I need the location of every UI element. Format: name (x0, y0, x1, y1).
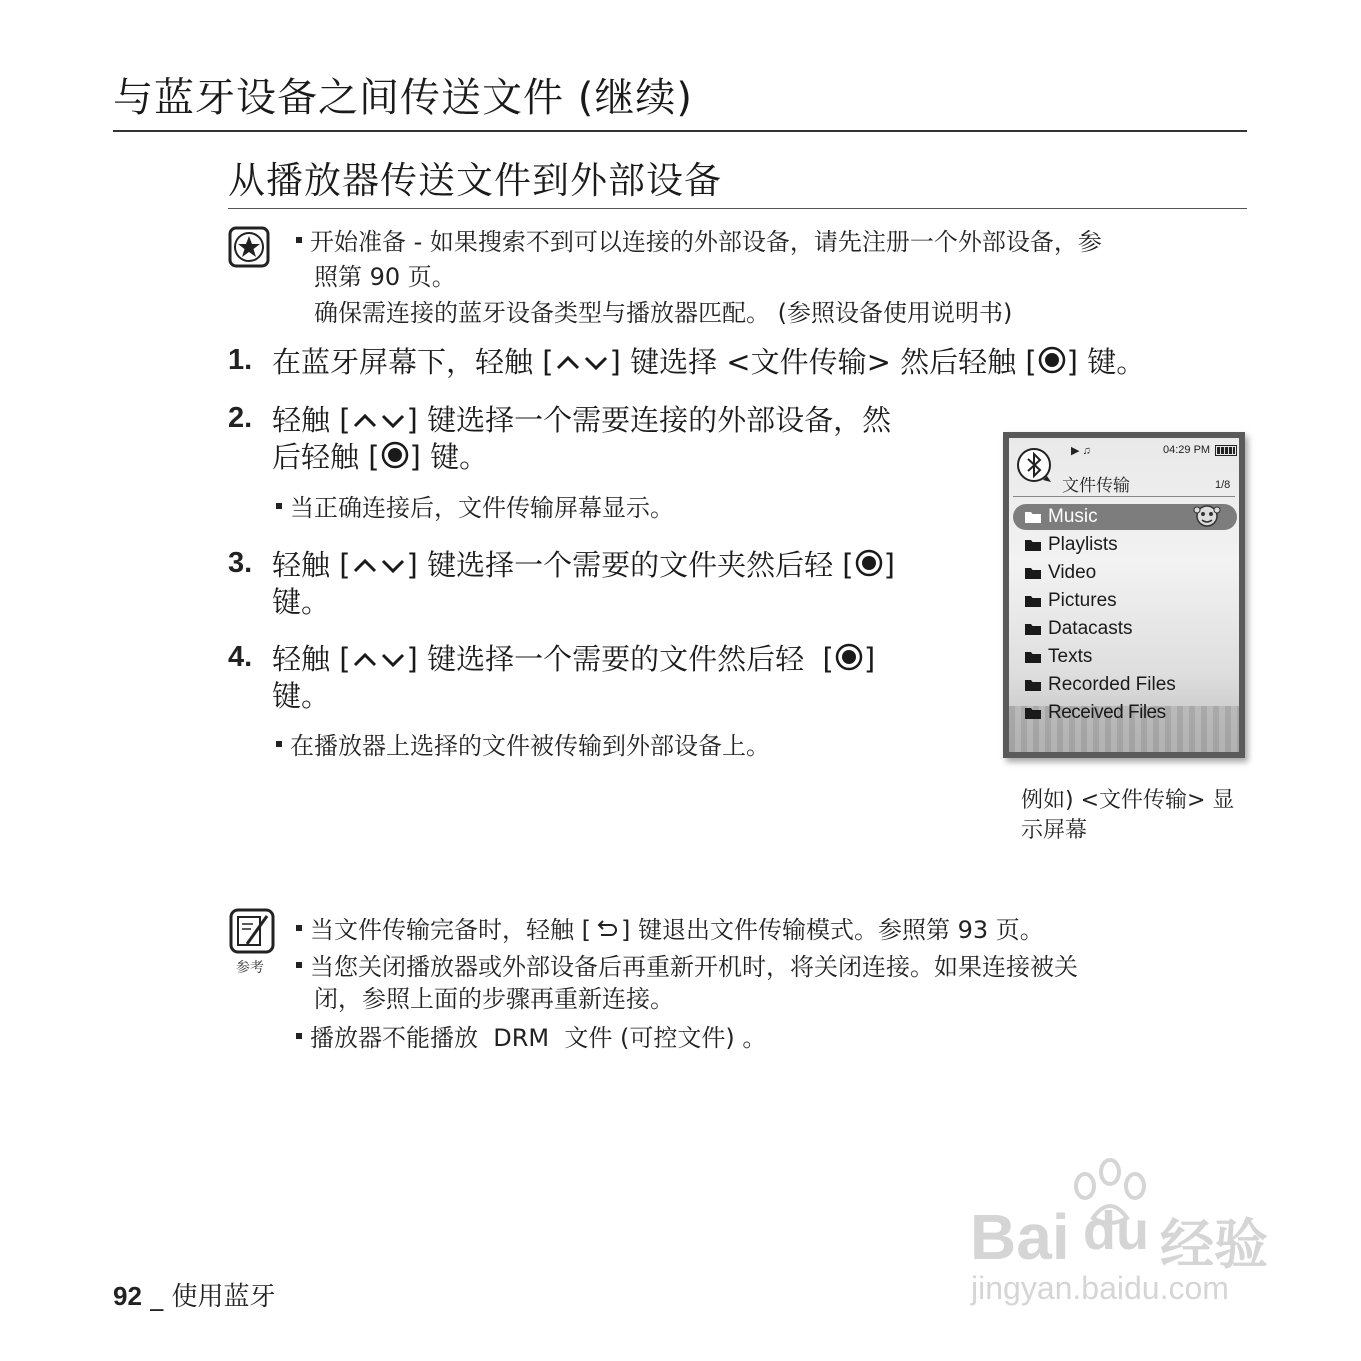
device-screenshot (1003, 432, 1245, 758)
step-number: 4. (228, 641, 253, 673)
step-3-text-b: ] 键选择一个需要的文件夹然后轻 [ (406, 548, 854, 582)
step-2-line1 (272, 401, 891, 441)
step-2-sub (276, 491, 674, 525)
bluetooth-icon (1015, 446, 1053, 484)
note-1-text-b: ] 键退出文件传输模式。参照第 93 页。 (621, 916, 1044, 944)
step-2-text-c: 后轻触 [ (272, 440, 380, 474)
figure-caption-line1: 例如) <文件传输> 显 (1021, 788, 1235, 813)
step-4-line1 (272, 640, 875, 681)
page-number: 92 (113, 1281, 142, 1311)
status-icons: ▶ ♫ (1071, 445, 1091, 457)
note-caption: 参考 (236, 960, 264, 976)
menu-item-label: Datacasts (1048, 618, 1133, 639)
select-button-icon (380, 440, 410, 479)
note-3 (296, 1021, 766, 1055)
prep-note-text1: 开始准备 - 如果搜索不到可以连接的外部设备，请先注册一个外部设备，参 (310, 228, 1102, 256)
watermark-brand-jingyan: 经验 (1160, 1215, 1268, 1275)
footer-section: _ 使用蓝牙 (150, 1282, 276, 1312)
watermark-brand: Bai (970, 1201, 1070, 1273)
up-down-icon (554, 345, 610, 383)
step-2-sub-text: 当正确连接后，文件传输屏幕显示。 (290, 494, 674, 522)
step-2-line2 (272, 438, 488, 479)
page-footer (113, 1276, 275, 1313)
step-1-text-a: 在蓝牙屏幕下，轻触 [ (272, 345, 554, 379)
step-4-sub (276, 729, 770, 763)
select-button-icon (1037, 345, 1067, 384)
prep-note-line2: 照第 90 页。 (314, 263, 456, 291)
up-down-icon (351, 642, 407, 680)
select-button-icon (834, 642, 864, 681)
step-number: 2. (228, 402, 253, 434)
mascot-icon (1191, 502, 1223, 532)
header-divider (113, 130, 1247, 132)
star-icon (228, 226, 270, 268)
page-title: 与蓝牙设备之间传送文件 (继续) (113, 75, 693, 121)
back-icon (591, 914, 621, 948)
menu-item-received-files[interactable] (1025, 700, 1166, 726)
menu-item-playlists[interactable] (1025, 532, 1118, 558)
menu-item-music[interactable] (1025, 504, 1098, 530)
select-button-icon (854, 548, 884, 587)
step-number: 1. (228, 344, 253, 376)
step-2-text-b: ] 键选择一个需要连接的外部设备，然 (406, 403, 892, 437)
menu-item-label: Received Files (1048, 702, 1166, 723)
note-icon (229, 908, 275, 954)
folder-icon (1025, 623, 1041, 635)
folder-icon (1025, 707, 1041, 719)
step-1 (272, 343, 1145, 384)
note-3-text: 播放器不能播放 DRM 文件 (可控文件) 。 (310, 1024, 767, 1052)
figure-caption-line2: 示屏幕 (1021, 818, 1088, 843)
step-4-sub-text: 在播放器上选择的文件被传输到外部设备上。 (290, 732, 770, 760)
note-2-line2: 闭，参照上面的步骤再重新连接。 (314, 985, 674, 1013)
menu-item-video[interactable] (1025, 560, 1096, 586)
watermark-url: jingyan.baidu.com (971, 1270, 1229, 1306)
up-down-icon (351, 548, 407, 586)
menu-item-label: Music (1048, 506, 1098, 527)
prep-note-line3: 确保需连接的蓝牙设备类型与播放器匹配。 (参照设备使用说明书) (314, 299, 1013, 327)
page-indicator: 1/8 (1215, 479, 1231, 491)
folder-icon (1025, 679, 1041, 691)
menu-item-texts[interactable] (1025, 644, 1092, 670)
section-divider (228, 208, 1247, 209)
step-2-text-d: ] 键。 (409, 440, 489, 474)
device-screen (1009, 438, 1239, 752)
menu-item-label: Playlists (1048, 534, 1118, 555)
screen-title: 文件传输 (1062, 476, 1130, 496)
step-4-text-a: 轻触 [ (272, 642, 351, 676)
note-1 (296, 913, 1044, 948)
note-2-line1 (296, 950, 1078, 984)
step-3-text-a: 轻触 [ (272, 548, 351, 582)
menu-item-label: Video (1048, 562, 1097, 583)
note-2-text-a: 当您关闭播放器或外部设备后再重新开机时，将关闭连接。如果连接被关 (310, 953, 1078, 981)
watermark-brand-du: du (1083, 1201, 1149, 1261)
step-2-text-a: 轻触 [ (272, 403, 351, 437)
menu-item-label: Pictures (1048, 590, 1117, 611)
step-4-line2: 键。 (272, 679, 331, 713)
step-1-text-c: ] 键。 (1066, 345, 1146, 379)
note-1-text-a: 当文件传输完备时，轻触 [ (310, 916, 591, 944)
step-3-line1 (272, 546, 895, 587)
clock: 04:29 PM (1163, 444, 1211, 456)
section-title: 从播放器传送文件到外部设备 (228, 159, 722, 202)
menu-item-label: Texts (1048, 646, 1093, 667)
menu-item-recorded-files[interactable] (1025, 672, 1176, 698)
title-divider (1013, 496, 1235, 497)
baidu-watermark (965, 1158, 1285, 1308)
step-4-text-b: ] 键选择一个需要的文件然后轻 [ (406, 642, 834, 676)
menu-item-datacasts[interactable] (1025, 616, 1132, 642)
step-3-line2: 键。 (272, 585, 331, 619)
battery-icon (1215, 445, 1237, 456)
folder-icon (1025, 539, 1041, 551)
folder-icon (1025, 595, 1041, 607)
menu-item-pictures[interactable] (1025, 588, 1117, 614)
figure-caption (1021, 786, 1234, 846)
up-down-icon (351, 403, 407, 441)
step-4-text-c: ] (863, 642, 876, 676)
menu-item-label: Recorded Files (1048, 674, 1176, 695)
step-number: 3. (228, 547, 253, 579)
folder-icon (1025, 511, 1041, 523)
prep-note-line1 (296, 225, 1102, 259)
step-1-text-b: ] 键选择 <文件传输> 然后轻触 [ (609, 345, 1037, 379)
step-3-text-c: ] (883, 548, 895, 582)
folder-icon (1025, 651, 1041, 663)
folder-icon (1025, 567, 1041, 579)
